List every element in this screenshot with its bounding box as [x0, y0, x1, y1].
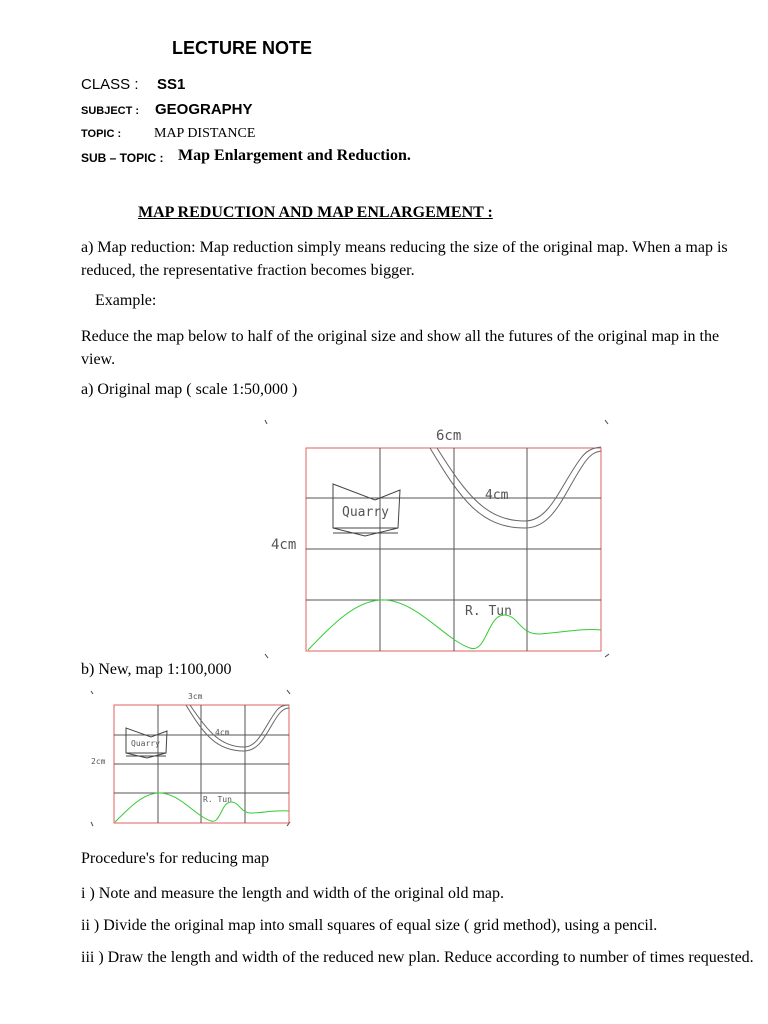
subject-value: GEOGRAPHY	[155, 101, 253, 118]
procedure-step: i ) Note and measure the length and width of the original old map.	[81, 885, 504, 902]
quarry-label: Quarry	[131, 739, 160, 748]
road-label: 4cm	[485, 488, 509, 503]
class-label: CLASS :	[81, 76, 139, 93]
procedure-heading: Procedure's for reducing map	[81, 850, 270, 867]
instruction-paragraph: Reduce the map below to half of the original size and show all the futures of the original map in the view.	[81, 328, 720, 368]
section-heading: MAP REDUCTION AND MAP ENLARGEMENT :	[138, 204, 493, 221]
procedure-step: ii ) Divide the original map into small squares of equal size ( grid method), using a pencil.	[81, 917, 658, 934]
river-label: R. Tun	[203, 795, 232, 804]
river-label: R. Tun	[465, 604, 512, 619]
river	[115, 793, 289, 822]
quarry-label: Quarry	[342, 505, 389, 520]
width-label: 3cm	[188, 692, 203, 701]
new-map-caption: b) New, map 1:100,000	[81, 661, 232, 678]
height-label: 2cm	[91, 757, 106, 766]
height-label: 4cm	[271, 537, 297, 553]
corner-marks	[91, 690, 290, 826]
original-map-caption: a) Original map ( scale 1:50,000 )	[81, 381, 298, 398]
width-label: 6cm	[436, 428, 462, 444]
intro-paragraph: a) Map reduction: Map reduction simply means reducing the size of the original map. When a map is reduced, the representative fraction becomes bigger.	[81, 239, 728, 279]
subtopic-value: Map Enlargement and Reduction.	[178, 147, 411, 164]
subtopic-label: SUB – TOPIC :	[81, 151, 164, 165]
class-value: SS1	[157, 76, 186, 93]
road-label: 4cm	[215, 728, 230, 737]
corner-marks	[265, 420, 609, 658]
new-map	[87, 688, 297, 828]
map-grid	[114, 705, 289, 823]
map-grid	[306, 448, 601, 651]
original-map	[255, 410, 615, 662]
example-label: Example:	[95, 292, 157, 309]
topic-label: TOPIC :	[81, 128, 122, 140]
subject-label: SUBJECT :	[81, 105, 140, 117]
topic-value: MAP DISTANCE	[154, 126, 256, 141]
page-title: LECTURE NOTE	[172, 38, 313, 58]
procedure-step: iii ) Draw the length and width of the reduced new plan. Reduce according to number of times requested.	[81, 949, 754, 966]
road	[430, 447, 601, 528]
